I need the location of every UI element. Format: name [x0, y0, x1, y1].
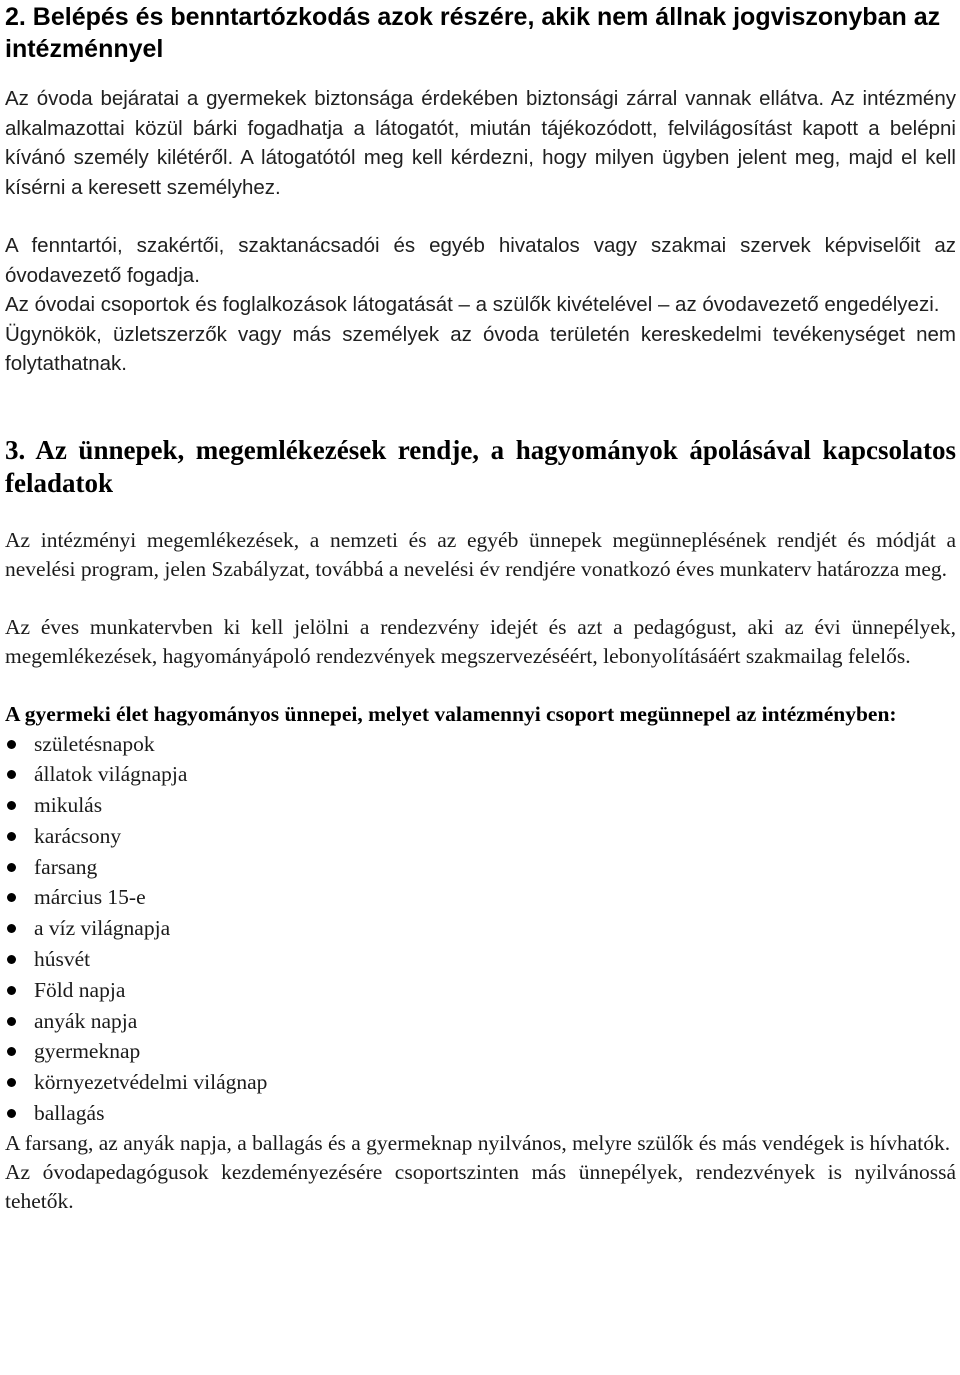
list-item: a víz világnapja — [5, 913, 956, 944]
bullet-icon — [7, 801, 16, 810]
list-item: környezetvédelmi világnap — [5, 1067, 956, 1098]
list-item: karácsony — [5, 821, 956, 852]
bullet-icon — [7, 1047, 16, 1056]
list-item: húsvét — [5, 944, 956, 975]
bullet-icon — [7, 893, 16, 902]
list-item: ballagás — [5, 1098, 956, 1129]
holiday-list — [5, 729, 956, 1129]
list-item: gyermeknap — [5, 1036, 956, 1067]
section-2-paragraph-visits: Az óvodai csoportok és foglalkozások látogatását – a szülők kivételével – az óvodavezető engedélyezi. — [5, 293, 940, 316]
list-item: anyák napja — [5, 1006, 956, 1037]
list-item: születésnapok — [5, 729, 956, 760]
section-2-paragraph-entry: Az óvoda bejáratai a gyermekek biztonsága érdekében biztonsági zárral vannak ellátva. Az intézmény alkalmazottai közül bárki fogadhatja a látogatót, miután tájékozódott, felvilágosítást kapott a belépni kívánó személy kilétéről. A látogatótól meg kell kérdezni, hogy milyen ügyben jelent meg, majd el kell kísérni a keresett személyhez. — [5, 87, 956, 199]
closing-paragraph-public: A farsang, az anyák napja, a ballagás és a gyermeknap nyilvános, melyre szülők és más vendégek is hívhatók. — [5, 1130, 951, 1155]
section-2-heading: 2. Belépés és benntartózkodás azok részére, akik nem állnak jogviszonyban az intézménnyel — [5, 3, 941, 63]
holiday-list-heading: A gyermeki élet hagyományos ünnepei, melyet valamennyi csoport megünnepel az intézményben: — [5, 701, 897, 726]
section-2-paragraph-agents: Ügynökök, üzletszerzők vagy más személyek az óvoda területén kereskedelmi tevékenységet nem folytathatnak. — [5, 322, 956, 375]
document-page — [5, 0, 956, 1216]
list-item: március 15-e — [5, 882, 956, 913]
bullet-icon — [7, 863, 16, 872]
bullet-icon — [7, 770, 16, 779]
bullet-icon — [7, 955, 16, 964]
list-item: mikulás — [5, 790, 956, 821]
section-3-heading: 3. Az ünnepek, megemlékezések rendje, a hagyományok ápolásával kapcsolatos feladatok — [5, 434, 956, 498]
bullet-icon — [7, 924, 16, 933]
bullet-icon — [7, 986, 16, 995]
list-item: farsang — [5, 852, 956, 883]
list-item: Föld napja — [5, 975, 956, 1006]
bullet-icon — [7, 832, 16, 841]
bullet-icon — [7, 1078, 16, 1087]
section-3-paragraph-plan: Az éves munkatervben ki kell jelölni a rendezvény idejét és azt a pedagógust, aki az évi ünnepélyek, megemlékezések, hagyományápoló rendezvények megszervezéséért, lebonyolításáért szakmailag felelős. — [5, 614, 956, 668]
closing-paragraph-group: Az óvodapedagógusok kezdeményezésére csoportszinten más ünnepélyek, rendezvények is nyilvánossá tehetők. — [5, 1159, 956, 1213]
list-item: állatok világnapja — [5, 759, 956, 790]
bullet-icon — [7, 740, 16, 749]
section-2-paragraph-representatives: A fenntartói, szakértői, szaktanácsadói és egyéb hivatalos vagy szakmai szervek képviselőit az óvodavezető fogadja. — [5, 234, 956, 287]
bullet-icon — [7, 1017, 16, 1026]
bullet-icon — [7, 1109, 16, 1118]
section-3-paragraph-program: Az intézményi megemlékezések, a nemzeti és az egyéb ünnepek megünneplésének rendjét és módját a nevelési program, jelen Szabályzat, továbbá a nevelési év rendjére vonatkozó éves munkaterv határozza meg. — [5, 527, 956, 581]
